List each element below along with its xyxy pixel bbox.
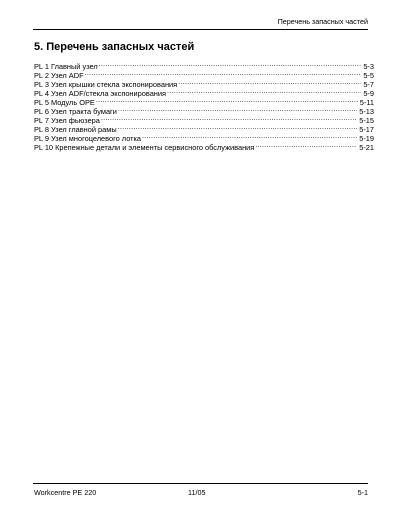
footer-page-number: 5-1 xyxy=(357,488,368,497)
toc-entry[interactable] xyxy=(34,114,374,123)
toc-entry-label: PL 9 Узел многоцелевого лотка xyxy=(34,134,142,143)
header-divider xyxy=(33,29,368,30)
toc-entry-label: PL 6 Узел тракта бумаги xyxy=(34,107,117,116)
dot-leader xyxy=(101,114,357,123)
toc-entry-page: 5-3 xyxy=(363,62,374,71)
toc-entry-label: PL 7 Узел фьюзера xyxy=(34,116,100,125)
toc-entry-page: 5-19 xyxy=(359,134,374,143)
toc-entry-page: 5-15 xyxy=(359,116,374,125)
toc-entry-label: PL 2 Узел ADF xyxy=(34,71,84,80)
table-of-contents xyxy=(34,60,374,150)
toc-entry[interactable] xyxy=(34,141,374,150)
footer-date: 11/05 xyxy=(188,488,206,497)
dot-leader xyxy=(167,87,361,96)
toc-entry-label: PL 10 Крепежные детали и элементы сервисного обслуживания xyxy=(34,143,255,152)
section-heading: 5. Перечень запасных частей xyxy=(34,41,195,53)
toc-entry-page: 5-11 xyxy=(359,98,374,107)
dot-leader xyxy=(142,132,357,141)
toc-entry[interactable] xyxy=(34,60,374,69)
dot-leader xyxy=(118,123,358,132)
toc-entry-label: PL 4 Узел ADF/стекла экспонирования xyxy=(34,89,167,98)
dot-leader xyxy=(118,105,357,114)
toc-entry[interactable] xyxy=(34,123,374,132)
toc-entry[interactable] xyxy=(34,132,374,141)
footer-divider xyxy=(33,483,368,484)
footer-product: Workcentre PE 220 xyxy=(34,488,97,497)
dot-leader xyxy=(85,69,362,78)
toc-entry-page: 5-7 xyxy=(363,80,374,89)
toc-entry[interactable] xyxy=(34,78,374,87)
toc-entry-page: 5-9 xyxy=(363,89,374,98)
toc-entry[interactable] xyxy=(34,96,374,105)
toc-entry-label: PL 3 Узел крышки стекла экспонирования xyxy=(34,80,178,89)
toc-entry[interactable] xyxy=(34,105,374,114)
dot-leader xyxy=(255,141,357,150)
dot-leader xyxy=(96,96,358,105)
running-header-title: Перечень запасных частей xyxy=(277,17,368,26)
toc-entry-page: 5-13 xyxy=(359,107,374,116)
toc-entry-page: 5-17 xyxy=(359,125,374,134)
toc-entry-page: 5-21 xyxy=(359,143,374,152)
dot-leader xyxy=(178,78,361,87)
toc-entry-label: PL 8 Узел главной рамы xyxy=(34,125,117,134)
dot-leader xyxy=(99,60,362,69)
toc-entry-label: PL 5 Модуль OPE xyxy=(34,98,95,107)
toc-entry[interactable] xyxy=(34,87,374,96)
toc-entry-page: 5-5 xyxy=(363,71,374,80)
toc-entry-label: PL 1 Главный узел xyxy=(34,62,98,71)
toc-entry[interactable] xyxy=(34,69,374,78)
